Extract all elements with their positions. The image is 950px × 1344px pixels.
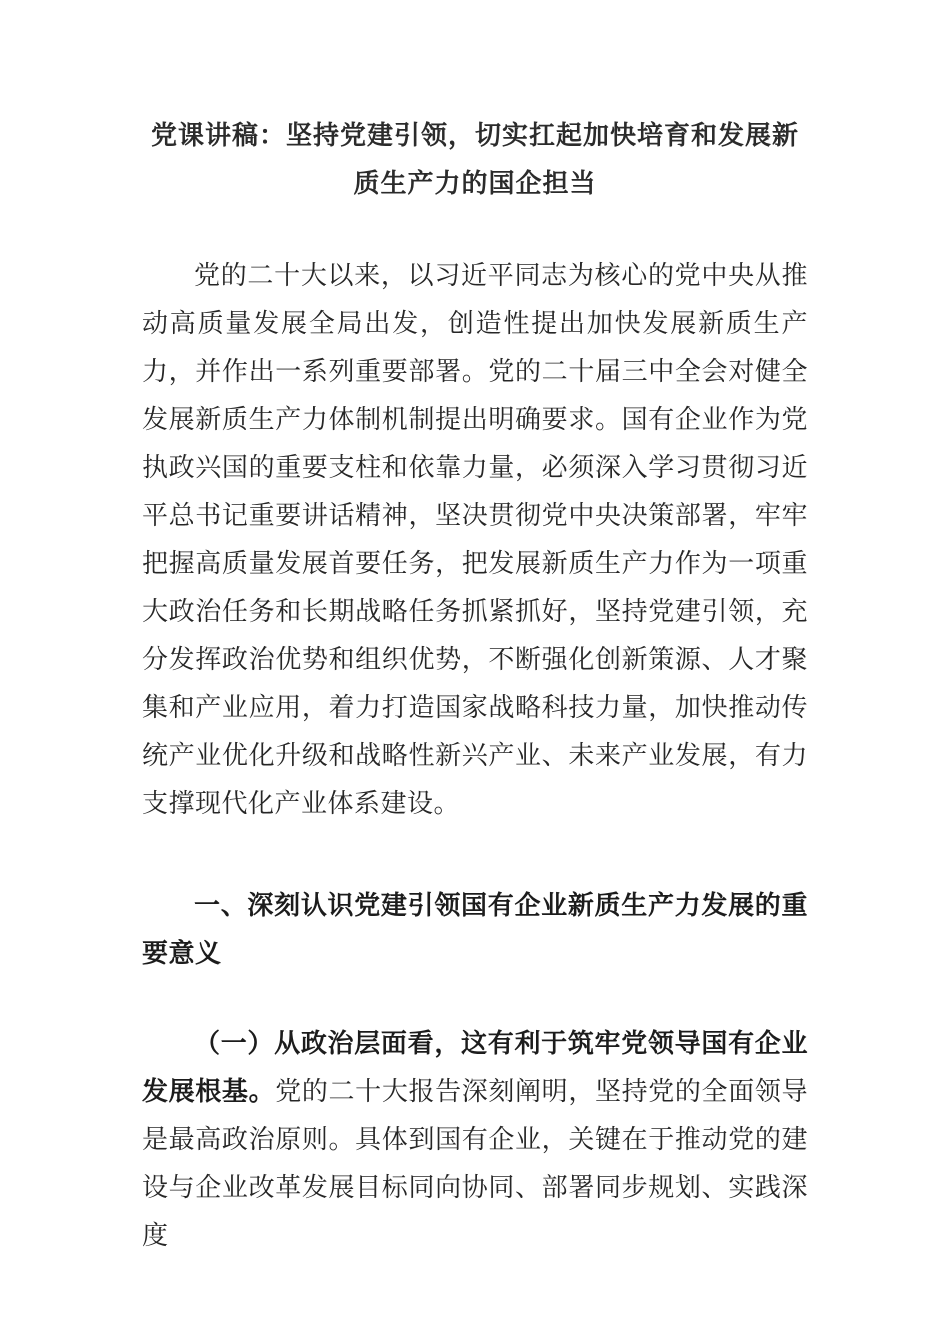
subsection-paragraph-1 (142, 1020, 808, 1260)
intro-paragraph: 党的二十大以来，以习近平同志为核心的党中央从推动高质量发展全局出发，创造性提出加快发展新质生产力，并作出一系列重要部署。党的二十届三中全会对健全发展新质生产力体制机制提出明确要求。国有企业作为党执政兴国的重要支柱和依靠力量，必须深入学习贯彻习近平总书记重要讲话精神，坚决贯彻党中央决策部署，牢牢把握高质量发展首要任务，把发展新质生产力作为一项重大政治任务和长期战略任务抓紧抓好，坚持党建引领，充分发挥政治优势和组织优势，不断强化创新策源、人才聚集和产业应用，着力打造国家战略科技力量，加快推动传统产业优化升级和战略性新兴产业、未来产业发展，有力支撑现代化产业体系建设。 (142, 261, 808, 818)
section-heading-1: 一、深刻认识党建引领国有企业新质生产力发展的重要意义 (142, 891, 808, 968)
document-title: 党课讲稿：坚持党建引领，切实扛起加快培育和发展新质生产力的国企担当 (150, 121, 799, 198)
subsection-lead-bold: （一）从政治层面看，这有利于筑牢党领导国有企业发展根基。 (142, 1029, 808, 1106)
subsection-body-text: 党的二十大报告深刻阐明，坚持党的全面领导是最高政治原则。具体到国有企业，关键在于推动党的建设与企业改革发展目标同向协同、部署同步规划、实践深度 (142, 1077, 808, 1250)
